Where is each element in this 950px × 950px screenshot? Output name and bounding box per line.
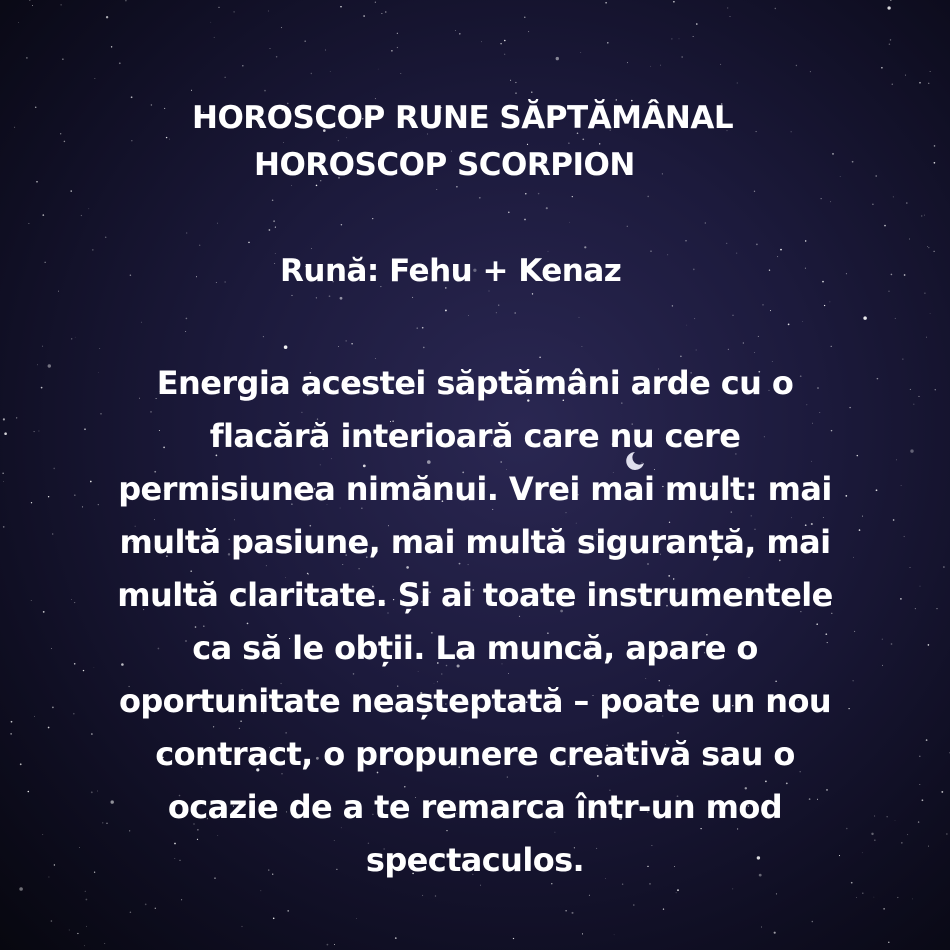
body-line: oportunitate neașteptată – poate un nou xyxy=(118,682,832,720)
horoscope-text xyxy=(40,357,910,887)
body-line: multă pasiune, mai multă siguranță, mai xyxy=(119,523,831,561)
body-line: flacără interioară care nu cere xyxy=(209,417,741,455)
body-line: spectaculos. xyxy=(365,841,585,879)
body-line: ocazie de a te remarca într-un mod xyxy=(167,788,783,826)
body-line: multă claritate. Și ai toate instrumentele xyxy=(117,576,833,614)
post-title: HOROSCOP RUNE SĂPTĂMÂNAL xyxy=(192,100,734,136)
post-subtitle: HOROSCOP SCORPION xyxy=(254,147,635,183)
body-line: contract, o propunere creativă sau o xyxy=(155,735,795,773)
body-line: ca să le obții. La muncă, apare o xyxy=(192,629,758,667)
rune-label: Rună: Fehu + Kenaz xyxy=(280,253,622,289)
body-line: Energia acestei săptămâni arde cu o xyxy=(156,364,794,402)
body-line: permisiunea nimănui. Vrei mai mult: mai xyxy=(118,470,832,508)
